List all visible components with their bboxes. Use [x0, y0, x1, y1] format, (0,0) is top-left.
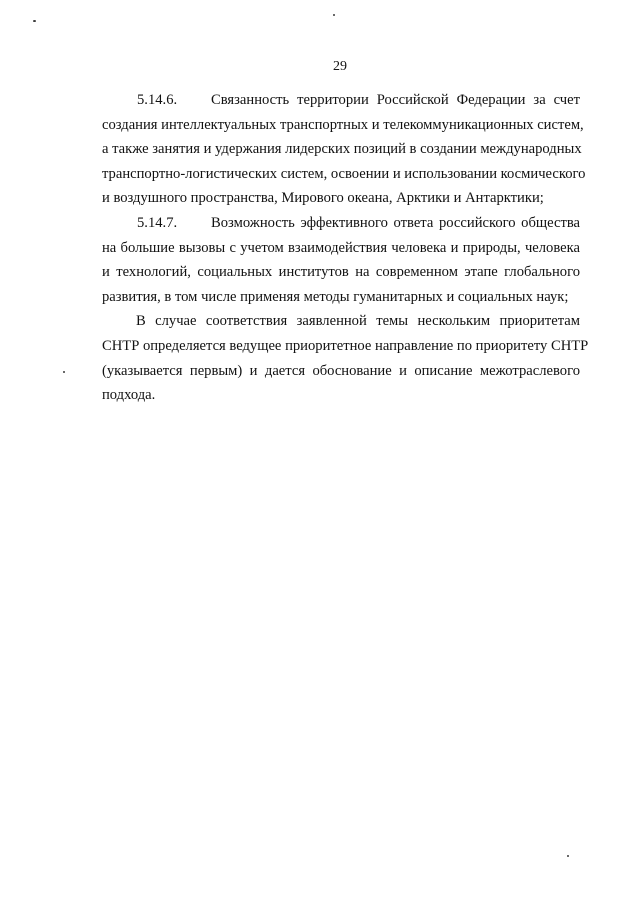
scan-speck — [333, 14, 335, 16]
text-line: а также занятия и удержания лидерских позиций в создании международных — [102, 141, 582, 158]
item-number: 5.14.6. — [137, 92, 178, 108]
item-number: 5.14.7. — [137, 214, 178, 231]
closing-paragraph — [102, 309, 589, 407]
item-heading-text: Возможность эффективного ответа российского общества — [211, 214, 580, 231]
text-line: СНТР определяется ведущее приоритетное направление по приоритету СНТР — [102, 337, 589, 354]
scan-speck — [567, 855, 569, 857]
scan-speck — [33, 20, 36, 22]
item-heading-text: Связанность территории Российской Федерации за счет — [211, 92, 580, 108]
text-line: и технологий, социальных институтов на современном этапе глобального — [102, 264, 580, 281]
text-line: транспортно-логистических систем, освоении и использовании космического — [102, 165, 586, 182]
text-line: подхода. — [102, 387, 156, 404]
paragraph-first-line: В случае соответствия заявленной темы нескольким приоритетам — [136, 313, 580, 330]
scan-speck — [63, 371, 65, 373]
document-body — [102, 88, 589, 408]
list-item-5-14-7 — [102, 211, 580, 309]
item-first-line — [102, 211, 580, 236]
list-item-5-14-6 — [102, 88, 586, 211]
page-number: 29 — [333, 59, 347, 74]
text-line: на большие вызовы с учетом взаимодействия человека и природы, человека — [102, 239, 580, 256]
text-line: и воздушного пространства, Мирового океана, Арктики и Антарктики; — [102, 190, 544, 207]
text-line: (указывается первым) и дается обоснование и описание межотраслевого — [102, 362, 580, 379]
text-line: развития, в том числе применяя методы гуманитарных и социальных наук; — [102, 288, 569, 305]
text-line: создания интеллектуальных транспортных и телекоммуникационных систем, — [102, 116, 584, 133]
item-first-line — [102, 88, 580, 113]
